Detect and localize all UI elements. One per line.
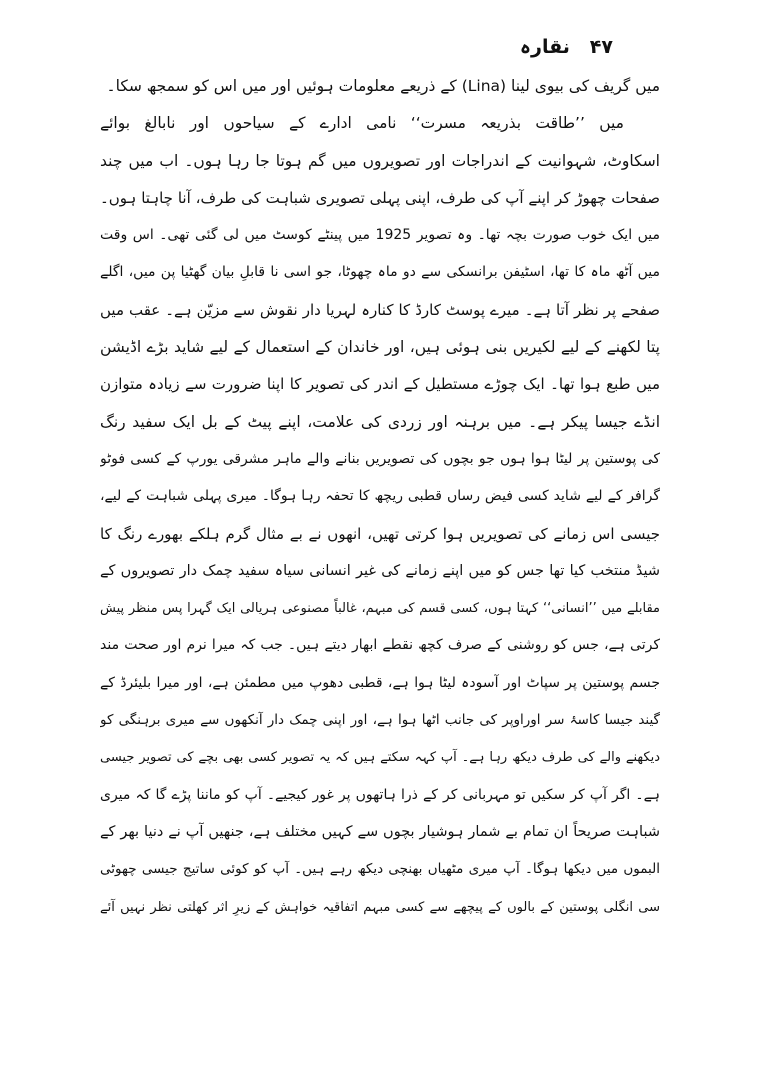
text-line: پتا لکھنے کے لیے لکیریں بنی ہوئی ہیں، اور خاندان کے استعمال کے لیے شاید بڑے اڈیشن bbox=[100, 338, 660, 357]
text-line: گرافر کے لیے شاید کسی فیض رساں قطبی ریچھ کا تحفہ رہا ہوگا۔ میری پہلی شباہت کے لیے، bbox=[100, 488, 660, 505]
journal-title: نقارہ bbox=[519, 36, 570, 58]
text-line: دیکھنے والے کی طرف دیکھ رہا ہے۔ آپ کہہ سکتے ہیں کہ یہ تصویر کسی بھی بچے کی تصویر جیسی bbox=[100, 750, 660, 766]
text-line: صفحات چھوڑ کر اپنے آپ کی طرف، اپنی پہلی تصویری شباہت کی طرف، آنا چاہتا ہوں۔ bbox=[100, 188, 660, 207]
text-line: گیند جیسا کاسۂ سر اوراوپر کی جانب اٹھا ہوا ہے، اور اپنی چمک دار آنکھوں سے میری برہنگی کو bbox=[100, 712, 660, 729]
text-line: کرتی ہے، جس کو روشنی کے صرف کچھ نقطے ابھار دیتے ہیں۔ جب کہ میرا نرم اور صحت مند bbox=[100, 637, 660, 654]
text-line: ہے۔ اگر آپ کر سکیں تو مہربانی کر کے ذرا ہاتھوں پر غور کیجیے۔ آپ کو ماننا پڑے گا کہ میری bbox=[100, 786, 660, 803]
text-line: صفحے پر نظر آتا ہے۔ میرے پوسٹ کارڈ کا کنارہ لہریا دار نقوش سے مزیّن ہے۔ عقب میں bbox=[100, 300, 660, 319]
text-line: البموں میں دیکھا ہوگا۔ آپ میری مٹھیاں بھنچی دیکھ رہے ہیں۔ آپ کو کوئی ساتیج جیسی چھوٹی bbox=[100, 861, 660, 878]
body-text bbox=[100, 68, 660, 926]
text-line: میں طبع ہوا تھا۔ ایک چوڑے مستطیل کے اندر کی تصویر کا اپنا ضرورت سے زیادہ متوازن bbox=[100, 375, 660, 394]
text-line: شباہت صریحاً ان تمام بے شمار ہوشیار بچوں سے کہیں مختلف ہے، جنھیں آپ نے دنیا بھر کے bbox=[100, 823, 660, 840]
text-line: میں گریف کی بیوی لینا (Lina) کے ذریعے معلومات ہوئیں اور میں اس کو سمجھ سکا۔ bbox=[106, 77, 660, 95]
text-line: میں ’’طاقت بذریعہ مسرت‘‘ نامی ادارے کے سیاحوں اور نابالغ بوائے bbox=[100, 114, 624, 133]
page-number: ۴۷ bbox=[589, 36, 613, 58]
text-line: میں آٹھ ماہ کا تھا، اسٹیفن برانسکی سے دو ماہ چھوٹا، جو اسی نا قابلِ بیان گھٹیا پن میں، اگلے bbox=[100, 264, 660, 281]
text-line: سی انگلی پوستین کے بالوں کے پیچھے سے کسی مبہم اتفاقیہ خواہش کے زیرِ اثر کھلتی نظر نہیں آئے bbox=[100, 899, 660, 915]
text-line: شیڈ منتخب کیا تھا جس کو میں اپنے زمانے کی غیر انسانی سیاہ سفید چمک دار تصویروں کے bbox=[100, 562, 660, 579]
text-line: جیسی اس زمانے کی تصویریں ہوا کرتی تھیں، انھوں نے بے مثال گرم ہلکے بھورے رنگ کا bbox=[100, 524, 660, 543]
text-line: مقابلے میں ’’انسانی‘‘ کہتا ہوں، کسی قسم کی مبہم، غالباً مصنوعی ہریالی ایک گہرا پس منظر پیش bbox=[100, 601, 660, 617]
text-line: کی پوستین پر لیٹا ہوا ہوں جو بچوں کی تصویریں بنانے والے ماہر مشرقی یورپ کے کسی فوٹو bbox=[100, 450, 660, 467]
running-header bbox=[520, 33, 613, 61]
header-separator bbox=[577, 36, 584, 58]
text-line: میں ایک خوب صورت بچہ تھا۔ وہ تصویر 1925 میں پینٹے کوسٹ میں لی گئی تھی۔ اس وقت bbox=[100, 227, 660, 244]
text-line: جسم پوستین پر سپاٹ اور آسودہ لیٹا ہوا ہے، قطبی دھوپ میں مطمئن ہے، اور میرا بلیئرڈ کے bbox=[100, 674, 660, 691]
text-line: اسکاوٹ، شہوانیت کے اندراجات اور تصویروں میں گم ہوتا جا رہا ہوں۔ اب میں چند bbox=[100, 151, 660, 170]
text-line: انڈے جیسا پیکر ہے۔ میں برہنہ اور زردی کی علامت، اپنے پیٹ کے بل ایک سفید رنگ bbox=[100, 412, 660, 431]
